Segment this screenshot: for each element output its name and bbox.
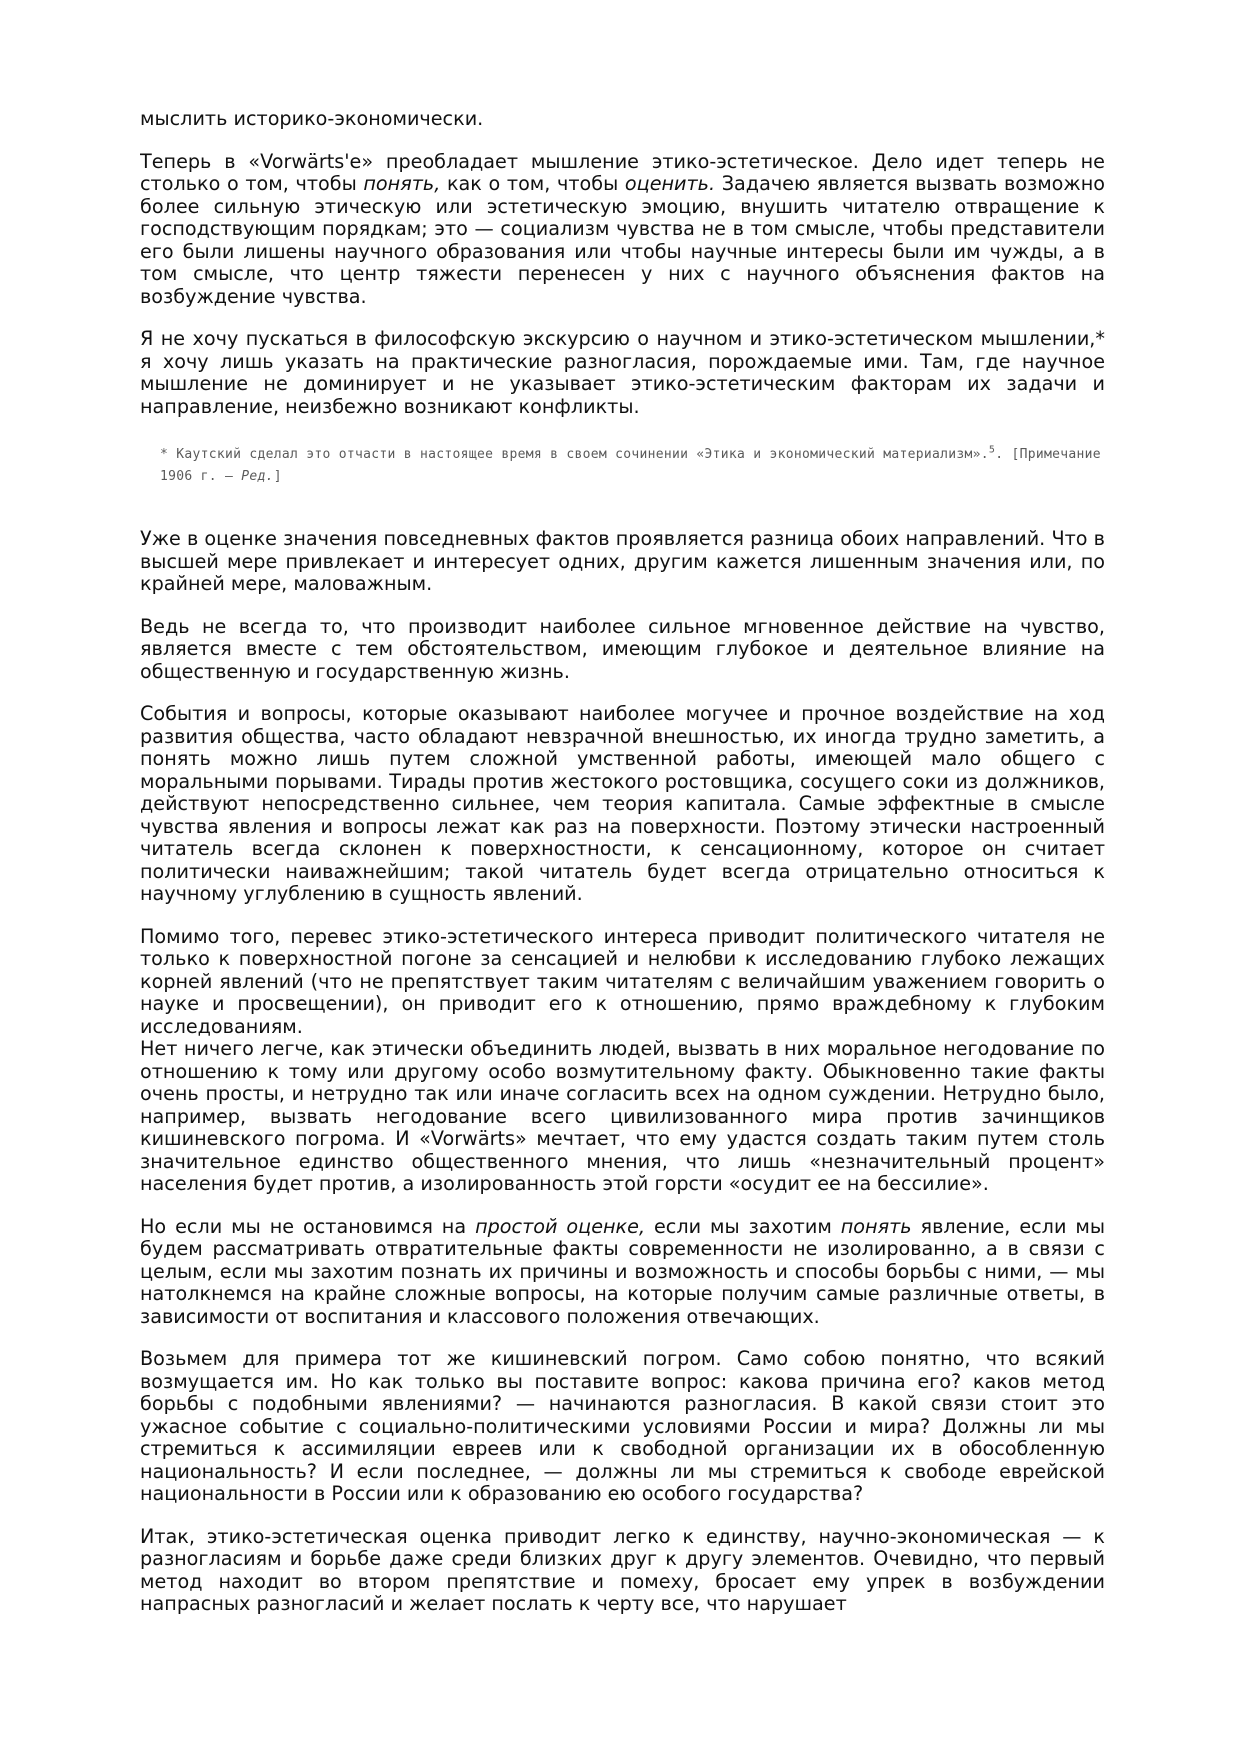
paragraph-7: Нет ничего легче, как этически объединить людей, вызвать в них моральное негодование по отношению к тому или другому особо возмутительному факту. Обыкновенно такие факты очень просты, и нетрудно так или иначе согласить всех на одном суждении. Нетрудно было, например, вызвать негодование всего цивилизованного мира против зачинщиков кишиневского погрома. И «Vorwärts» мечтает, что ему удастся создать таким путем столь значительное единство общественного мнения, что лишь «незначительный процент» населения будет против, а изолированность этой горсти «осудит ее на бессилие». — [140, 1037, 1105, 1195]
footnote-emphasis-editor: Ред. — [241, 469, 274, 484]
paragraph-1-emphasis-understand: понять, — [363, 172, 441, 195]
paragraph-4: Ведь не всегда то, что производит наиболее сильное мгновенное действие на чувство, является вместе с тем обстоятельством, имеющим глубокое и деятельное влияние на общественную и государственную жизнь. — [140, 614, 1105, 683]
paragraph-9: Возьмем для примера тот же кишиневский погром. Само собою понятно, что всякий возмущается им. Но как только вы поставите вопрос: какова причина его? каков метод борьбы с подобными явлениями? — начинаются разногласия. В какой связи стоит это ужасное событие с социально-политическими условиями России и мира? Должны ли мы стремиться к ассимиляции евреев или к свободной организации их в обособленную национальность? И если последнее, — должны ли мы стремиться к свободе еврейской национальности в России или к образованию ею особого государства? — [140, 1347, 1105, 1505]
footnote-text-a: * Каутский сделал это отчасти в настоящее время в своем сочинении «Этика и экономический материализм». — [160, 447, 989, 462]
paragraph-8-emphasis-understand: понять — [840, 1214, 912, 1238]
paragraph-1-emphasis-evaluate: оценить. — [624, 172, 716, 195]
footnote — [160, 444, 1105, 488]
paragraph-1-text-a: Теперь в «Vorwärts'е» преобладает мышление этико-эстетическое. Дело идет теперь не столько о том, чтобы — [140, 149, 1105, 195]
paragraph-10: Итак, этико-эстетическая оценка приводит легко к единству, научно-экономическая — к разногласиям и борьбе даже среди близких друг к другу элементов. Очевидно, что первый метод находит во втором препятствие и помеху, бросает ему упрек в возбуждении напрасных разногласий и желает послать к черту все, что нарушает — [140, 1524, 1105, 1615]
document-page — [140, 108, 1105, 1641]
paragraph-1 — [140, 151, 1105, 309]
paragraph-5: События и вопросы, которые оказывают наиболее могучее и прочное воздействие на ход развития общества, часто обладают невзрачной внешностью, их иногда трудно заметить, а понять можно лишь путем сложной умственной работы, имеющей мало общего с моральными порывами. Тирады против жестокого ростовщика, сосущего соки из должников, действуют непосредственно сильнее, чем теория капитала. Самые эффектные в смысле чувства явления и вопросы лежат как раз на поверхности. Поэтому этически настроенный читатель всегда склонен к поверхностности, к сенсационному, которое он считает политически наиважнейшим; такой читатель будет всегда отрицательно относиться к научному углублению в сущность явлений. — [140, 702, 1105, 905]
paragraph-8-emphasis-simple-evaluation: простой оценке, — [475, 1214, 646, 1238]
paragraph-3: Уже в оценке значения повседневных фактов проявляется разница обоих направлений. Что в высшей мере привлекает и интересует одних, другим кажется лишенным значения или, по крайней мере, маловажным. — [140, 527, 1105, 595]
paragraph-8-text-a: Но если мы не остановимся на — [140, 1214, 476, 1238]
paragraph-8-text-b: если мы захотим — [645, 1214, 841, 1238]
paragraph-8 — [140, 1216, 1105, 1329]
paragraph-8-text-c: явление, если мы будем рассматривать отвратительные факты современности не изолированно, а в связи с целым, если мы захотим познать их причины и возможность и способы борьбы с ними, — мы натолкнемся на крайне сложные вопросы, на которые получим самые различные ответы, в зависимости от воспитания и классового положения отвечающих. — [140, 1214, 1105, 1328]
paragraph-6: Помимо того, перевес этико-эстетического интереса приводит политического читателя не только к поверхностной погоне за сенсацией и нелюбви к исследованию глубоко лежащих корней явлений (что не препятствует таким читателям с величайшим уважением говорить о науке и просвещении), он приводит его к отношению, прямо враждебному к глубоким исследованиям. — [140, 924, 1105, 1038]
paragraph-1-text-c: Задачею является вызвать возможно более сильную этическую или эстетическую эмоцию, внушить читателю отвращение к господствующим порядкам; это — социализм чувства не в том смысле, чтобы представители его были лишены научного образования или чтобы научные интересы были им чужды, а в том смысле, что центр тяжести перенесен у них с научного объяснения фактов на возбуждение чувства. — [140, 172, 1105, 308]
paragraph-1-text-b: как о том, чтобы — [440, 172, 625, 195]
footnote-text-c: ] — [273, 469, 282, 484]
footnote-text-b: . [Примечание 1906 г. – — [160, 447, 1101, 484]
footnote-superscript: 5 — [988, 444, 996, 456]
paragraph-0: мыслить историко-экономически. — [140, 108, 484, 130]
paragraph-2: Я не хочу пускаться в философскую экскурсию о научном и этико-эстетическом мышлении,* я хочу лишь указать на практические разногласия, порождаемые ими. Там, где научное мышление не доминирует и не указывает этико-эстетическим факторам их задачи и направление, неизбежно возникают конфликты. — [140, 327, 1105, 418]
